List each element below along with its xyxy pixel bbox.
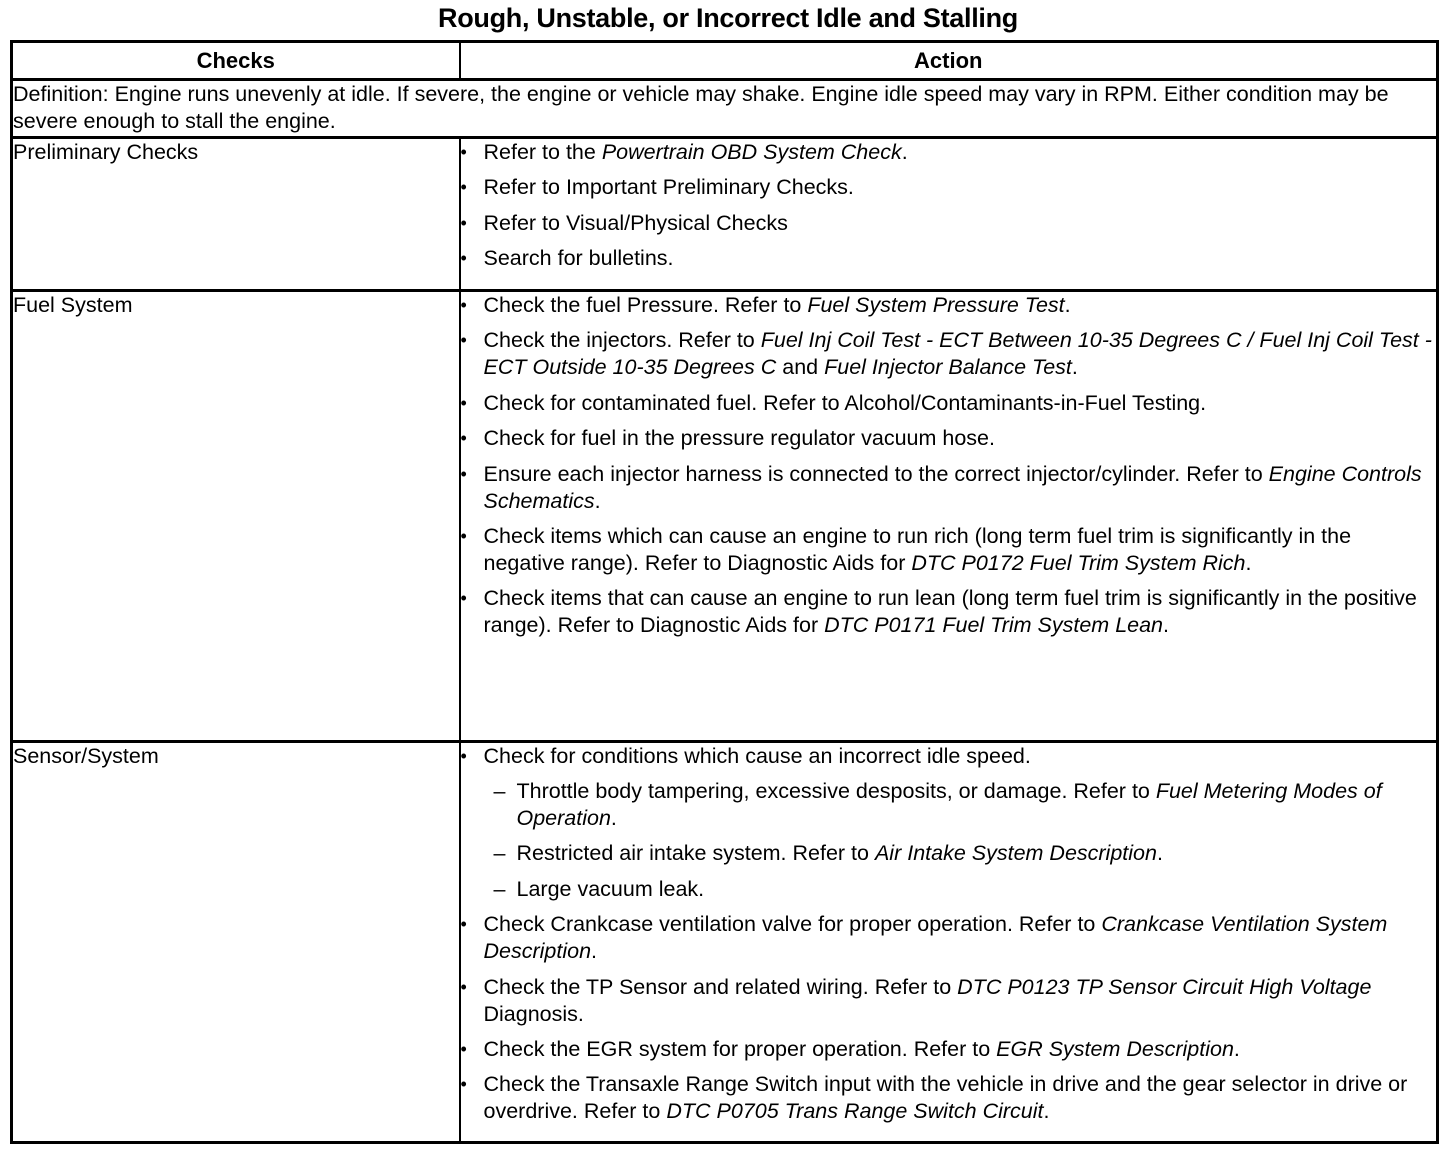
check-cell: Sensor/System bbox=[12, 742, 460, 1143]
action-text: Throttle body tampering, excessive desposits, or damage. Refer to bbox=[516, 779, 1156, 803]
reference-link-text: Powertrain OBD System Check bbox=[601, 140, 902, 164]
bullet-icon: • bbox=[460, 1038, 467, 1059]
check-cell: Preliminary Checks bbox=[12, 138, 460, 291]
action-item bbox=[461, 174, 1437, 201]
bullet-icon: • bbox=[460, 212, 467, 233]
action-text: Check items that can cause an engine to run lean (long term fuel trim is significantly in the positive range). Refer to Diagnostic Aids for bbox=[483, 586, 1417, 638]
action-item bbox=[461, 1036, 1437, 1063]
header-row bbox=[12, 42, 1438, 80]
bullet-icon: • bbox=[460, 295, 467, 315]
action-text: . bbox=[1156, 841, 1163, 866]
action-item bbox=[461, 911, 1437, 965]
action-text: Check the fuel Pressure. Refer to bbox=[483, 293, 808, 317]
action-text: Search for bulletins. bbox=[483, 246, 674, 271]
action-text: Restricted air intake system. Refer to bbox=[516, 841, 875, 866]
reference-link-text: Fuel System Pressure Test bbox=[807, 293, 1065, 317]
action-text: Check Crankcase ventilation valve for proper operation. Refer to bbox=[483, 912, 1102, 937]
action-list bbox=[461, 292, 1437, 639]
action-text: Large vacuum leak. bbox=[516, 876, 705, 901]
reference-link-text: DTC P0705 Trans Range Switch Circuit bbox=[666, 1099, 1044, 1124]
dash-icon: – bbox=[493, 876, 506, 901]
action-item bbox=[461, 292, 1437, 319]
bullet-icon: • bbox=[460, 746, 467, 766]
table-row bbox=[12, 138, 1438, 291]
action-text: Refer to the bbox=[483, 140, 602, 164]
reference-link-text: Engine Controls Schematics bbox=[483, 461, 1422, 513]
bullet-icon: • bbox=[460, 914, 467, 935]
action-text: Refer to Visual/Physical Checks bbox=[483, 210, 788, 235]
action-text: Check for contaminated fuel. Refer to Alcohol/Contaminants-in-Fuel Testing. bbox=[483, 390, 1207, 415]
column-header-checks: Checks bbox=[12, 42, 460, 80]
action-list bbox=[461, 139, 1437, 272]
action-text: . bbox=[1064, 293, 1071, 317]
action-text: . bbox=[1043, 1099, 1050, 1124]
action-text: . bbox=[1071, 355, 1078, 380]
sub-action-list bbox=[484, 778, 1437, 903]
column-header-action: Action bbox=[460, 42, 1438, 80]
bullet-icon: • bbox=[460, 330, 467, 351]
reference-link-text: Crankcase Ventilation System Description bbox=[483, 912, 1388, 964]
dash-icon: – bbox=[493, 841, 506, 866]
bullet-icon: • bbox=[460, 248, 467, 269]
action-item bbox=[461, 974, 1437, 1028]
action-item bbox=[461, 210, 1437, 237]
reference-link-text: Fuel Injector Balance Test bbox=[824, 355, 1072, 380]
bullet-icon: • bbox=[460, 588, 467, 609]
action-text: Check for conditions which cause an incorrect idle speed. bbox=[483, 744, 1031, 768]
action-text: Check for fuel in the pressure regulator vacuum hose. bbox=[483, 426, 995, 451]
action-item bbox=[461, 390, 1437, 417]
reference-link-text: Air Intake System Description bbox=[874, 841, 1157, 866]
action-item bbox=[461, 245, 1437, 272]
check-cell: Fuel System bbox=[12, 291, 460, 742]
reference-link-text: Fuel Metering Modes of Operation bbox=[516, 779, 1382, 830]
action-text: . bbox=[1233, 1036, 1240, 1061]
table-row bbox=[12, 291, 1438, 742]
reference-link-text: EGR System Description bbox=[996, 1036, 1234, 1061]
bullet-icon: • bbox=[460, 525, 467, 546]
action-text: Ensure each injector harness is connected to the correct injector/cylinder. Refer to bbox=[483, 461, 1269, 486]
bullet-icon: • bbox=[460, 177, 467, 198]
action-cell bbox=[460, 138, 1438, 291]
bullet-icon: • bbox=[460, 463, 467, 484]
action-text: Check the Transaxle Range Switch input with the vehicle in drive and the gear selector in drive or overdrive. Refer to bbox=[483, 1072, 1408, 1124]
action-item bbox=[461, 523, 1437, 577]
action-item bbox=[461, 327, 1437, 381]
action-item bbox=[461, 585, 1437, 639]
diagnostic-table bbox=[10, 40, 1439, 1144]
action-text: . bbox=[1163, 613, 1170, 638]
document-title: Rough, Unstable, or Incorrect Idle and Stalling bbox=[438, 3, 1018, 33]
action-item bbox=[461, 425, 1437, 452]
bullet-icon: • bbox=[460, 392, 467, 413]
reference-link-text: DTC P0171 Fuel Trim System Lean bbox=[824, 613, 1164, 638]
action-text: . bbox=[1245, 550, 1252, 575]
action-text: . bbox=[901, 140, 908, 164]
reference-link-text: DTC P0172 Fuel Trim System Rich bbox=[911, 550, 1246, 575]
action-text: . bbox=[610, 806, 617, 830]
reference-link-text: Fuel Inj Coil Test - ECT Between 10-35 Degrees C / Fuel Inj Coil Test - ECT Outside 10-35 Degrees C bbox=[483, 328, 1432, 380]
action-text: . bbox=[594, 488, 601, 513]
action-text: Diagnosis. bbox=[483, 1001, 584, 1026]
reference-link-text: DTC P0123 TP Sensor Circuit High Voltage bbox=[957, 974, 1372, 999]
action-item bbox=[461, 139, 1437, 166]
sub-action-item bbox=[494, 778, 1437, 832]
action-item bbox=[461, 743, 1437, 903]
bullet-icon: • bbox=[460, 428, 467, 449]
dash-icon: – bbox=[493, 779, 506, 803]
bullet-icon: • bbox=[460, 142, 467, 162]
action-text: and bbox=[776, 355, 825, 380]
action-item bbox=[461, 1071, 1437, 1125]
action-text: . bbox=[591, 939, 598, 964]
action-list bbox=[461, 743, 1437, 1125]
sub-action-item bbox=[494, 876, 1437, 903]
action-text: Check the TP Sensor and related wiring. Refer to bbox=[483, 974, 958, 999]
action-cell bbox=[460, 742, 1438, 1143]
table-row bbox=[12, 742, 1438, 1143]
definition-text: Definition: Engine runs unevenly at idle. If severe, the engine or vehicle may shake. Engine idle speed may vary in RPM. Either condition may be severe enough to stall the engine. bbox=[12, 80, 1438, 138]
action-text: Check the injectors. Refer to bbox=[483, 328, 761, 353]
sub-action-item bbox=[494, 840, 1437, 867]
bullet-icon: • bbox=[460, 976, 467, 997]
bullet-icon: • bbox=[460, 1074, 467, 1095]
definition-row bbox=[12, 80, 1438, 138]
action-text: Refer to Important Preliminary Checks. bbox=[483, 175, 854, 200]
action-cell bbox=[460, 291, 1438, 742]
action-item bbox=[461, 461, 1437, 515]
action-text: Check the EGR system for proper operation. Refer to bbox=[483, 1036, 997, 1061]
action-text: Check items which can cause an engine to run rich (long term fuel trim is significantly in the negative range). Refer to Diagnostic Aids for bbox=[483, 523, 1352, 575]
